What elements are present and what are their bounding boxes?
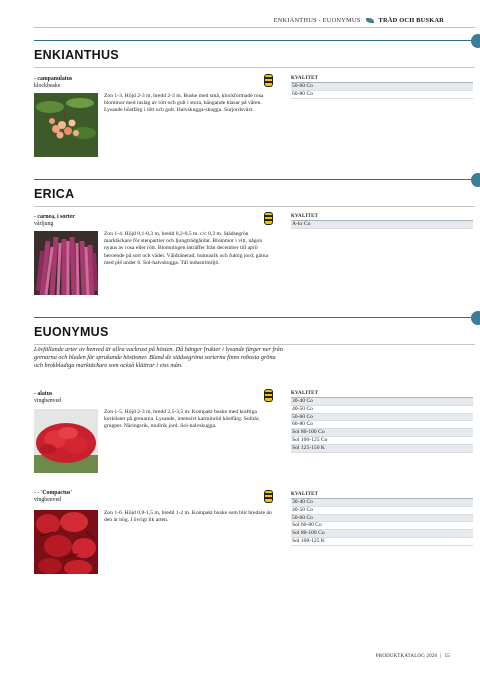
plant-latin: - campanulatus [34,76,73,82]
bee-friendly-icon [264,212,273,225]
section-rule [34,206,475,207]
quality-row: 30-40 Co [291,398,473,406]
plant-name [34,490,72,504]
plant-description: Zon 1-5. Höjd 2-3 m, bredd 2,5-3,5 m. Kompakt buske med kraftiga korklister på grenarna. Lysande, intensivt karminröd höstfärg. Solitär, grupper. Näringsrik, mullrik jord. Sol-halvskugga. [104,409,260,430]
quality-header: KVALITET [291,214,473,221]
quality-table [291,391,473,453]
plant-name [34,391,61,405]
quality-header: KVALITET [291,76,473,83]
plant-common: vingbenved [34,398,62,404]
leaf-icon [366,18,374,23]
section-rule [34,344,475,345]
bee-friendly-icon [264,389,273,402]
quality-row: Sol 80-100 Co [291,530,473,538]
plant-description: Zon 1-3. Höjd 2-3 m, bredd 2-3 m. Buske med små, klockformade rosa blommor med inslag av rött och gult i stora, hängande klasar på våren. Lysande höstfärg i rött och gult. Halvskugga-skugga. Surjordsväxt. [104,93,264,114]
section-intro: Lövfällande arter av benved är allra vackrast på hösten. Då hänger frukter i lysande färger ner från grenarna och bladen får sprakande hösttoner. Bland de städsegröna sorterna finns robusta gröna och brokbladiga marktäckare som också klättrar i viss mån. [34,346,283,369]
quality-row: Sol 80-100 Co [291,429,473,437]
plant-photo [34,93,98,157]
section-line [34,179,475,180]
quality-row: Sol 100-125 Co [291,437,473,445]
header-crumb: ENKIANTHUS - EUONYMUS [273,17,361,24]
quality-table [291,492,473,546]
quality-row: 60-80 Co [291,91,473,99]
quality-row: Sol 60-80 Co [291,522,473,530]
quality-table [291,76,473,99]
section-rule [34,67,475,68]
quality-row: 30-40 Co [291,499,473,507]
page-number: 55 [444,654,450,659]
plant-photo [34,510,98,574]
plant-description: Zon 1-4. Höjd 0,1-0,3 m, bredd 0,2-0,5 m. c/c 0,3 m. Städsegrön marktäckare för stenpartier och ljungträdgårdar. Blommor i vitt, någon nyans av rosa eller rött. Blomningen inträffer från december till april beroende på sort och väder. Väldränerad, humusrik och fuktig jord, gärna med pH under 6. Sol-halvskugga. Tål industrimiljö. [104,231,269,266]
section-marker [471,173,480,187]
plant-latin: - carnea, i sorter [34,214,75,220]
page-header [274,17,444,24]
footer-catalog: PRODUKTKATALOG 2026 [375,654,438,659]
quality-row: Sol 125-150 K [291,445,473,453]
bee-friendly-icon [264,490,273,503]
plant-name [34,76,72,90]
quality-row: 40-50 Co [291,406,473,414]
plant-latin: - - 'Compactus' [34,490,72,496]
section-marker [471,34,480,48]
plant-common: klockbuske [34,83,61,89]
quality-row: 50-60 Co [291,414,473,422]
section-line [34,317,475,318]
plant-common: vingbenved [34,497,62,503]
plant-common: vårljung [34,221,54,227]
footer-separator: | [440,654,442,659]
plant-description: Zon 1-6. Höjd 0,8-1,5 m, bredd 1-2 m. Kompakt buske som blir bredare än den är hög. I övrigt lik arten. [104,510,272,524]
section-title: ERICA [34,187,75,201]
section-title: ENKIANTHUS [34,48,119,62]
quality-row: A-kr Co [291,221,473,229]
quality-row: Sol 100-125 K [291,538,473,546]
page-footer [376,654,450,659]
bee-friendly-icon [264,74,273,87]
plant-photo [34,231,98,295]
quality-header: KVALITET [291,492,473,499]
plant-name [34,214,75,228]
quality-row: 50-60 Co [291,515,473,523]
quality-header: KVALITET [291,391,473,398]
section-title: EUONYMUS [34,325,109,339]
quality-row: 40-50 Co [291,507,473,515]
quality-row: 50-60 Co [291,83,473,91]
section-line [34,40,475,41]
header-rule [34,27,475,28]
quality-table [291,214,473,229]
plant-photo [34,409,98,473]
quality-row: 60-80 Co [291,421,473,429]
header-section: TRÄD OCH BUSKAR [378,17,444,24]
plant-latin: - alatus [34,391,53,397]
section-marker [471,311,480,325]
